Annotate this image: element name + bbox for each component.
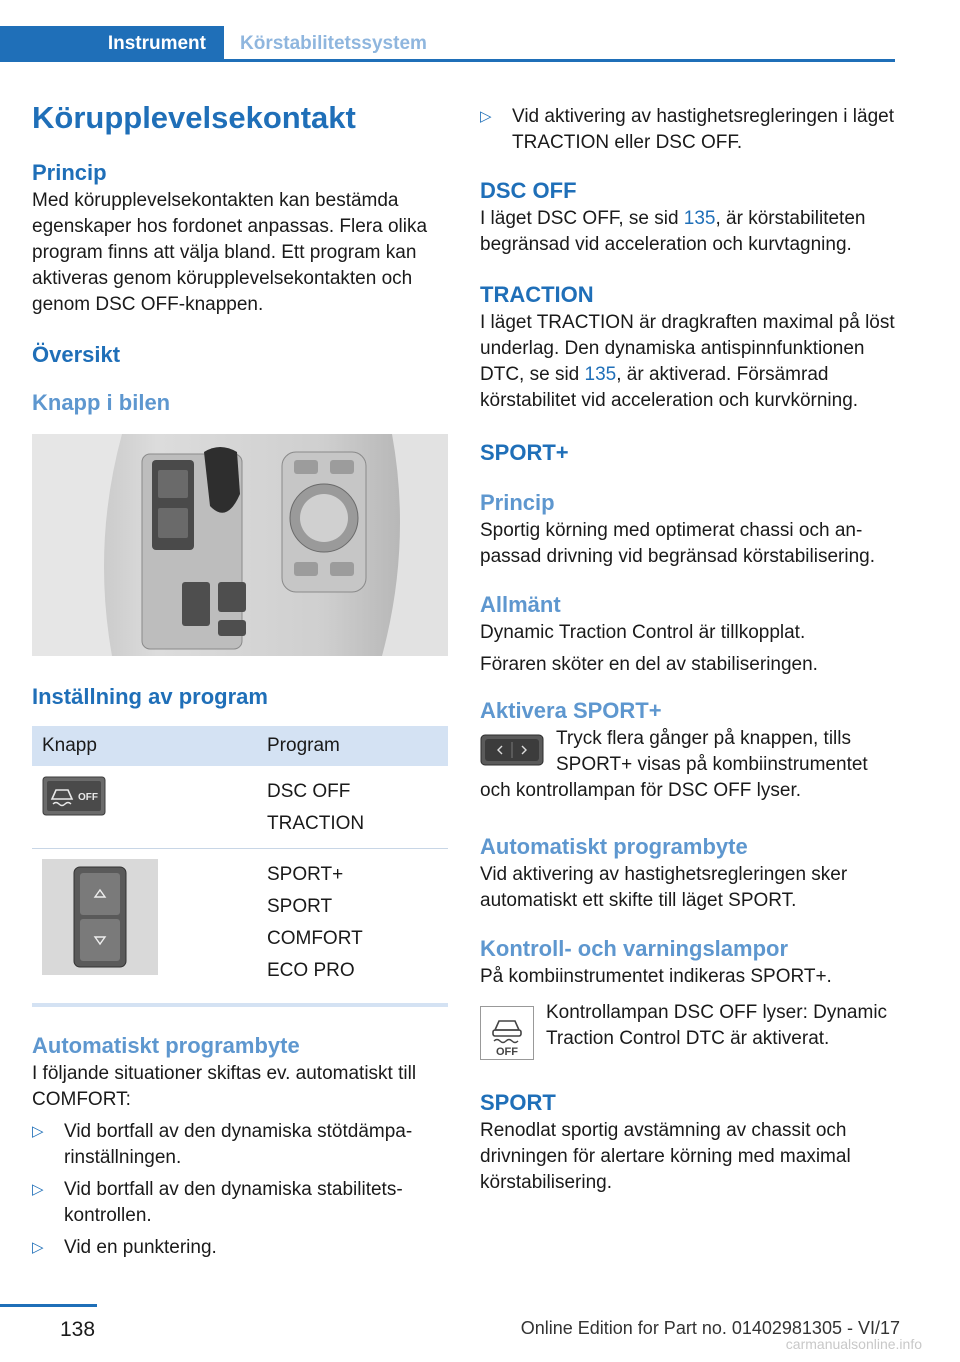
- auto-programbyte-right-text: Vid aktivering av hastighetsregleringen sker automatiskt ett skifte till läget SPORT.: [480, 864, 848, 911]
- knapp-heading: Knapp i bilen: [32, 390, 171, 415]
- list-item: ▷ Vid bortfall av den dynamiska stötdämparinställningen.: [32, 1121, 413, 1168]
- triangle-bullet-icon: ▷: [32, 1123, 44, 1140]
- allmant-heading: Allmänt: [480, 592, 561, 617]
- table-header-knapp: Knapp: [32, 726, 257, 766]
- svg-text:OFF: OFF: [78, 792, 98, 803]
- dsc-off-text: I läget DSC OFF, se sid 135, är körstabiliteten begränsad vid acceleration och kurvtagning.: [480, 208, 866, 255]
- sport-plus-heading: SPORT+: [480, 440, 569, 465]
- svg-text:OFF: OFF: [496, 1046, 518, 1058]
- kontroll-text: På kombiinstrumentet indikeras SPORT+.: [480, 966, 832, 987]
- right-column: [480, 104, 895, 1196]
- table-row: [32, 766, 448, 849]
- tab-instrument[interactable]: Instrument: [0, 26, 224, 62]
- triangle-bullet-icon: ▷: [32, 1181, 44, 1198]
- mode-rocker-switch-icon: [42, 859, 158, 975]
- program-sport: SPORT: [267, 896, 333, 917]
- dsc-off-button-cell: [32, 766, 257, 849]
- allmant-text-2: Föraren sköter en del av stabiliseringen.: [480, 654, 818, 675]
- auto-programbyte-text: I följande situationer skiftas ev. automatiskt till COMFORT:: [32, 1063, 417, 1110]
- program-traction: TRACTION: [267, 813, 365, 834]
- auto-programbyte-right-heading: Automatiskt programbyte: [480, 834, 748, 859]
- tab-korstabilitetssystem[interactable]: Körstabilitetssystem: [240, 33, 427, 54]
- table-header-program: Program: [257, 726, 448, 766]
- program-table: [32, 726, 448, 995]
- list-item: ▷ Vid en punktering.: [32, 1235, 448, 1261]
- left-column: [32, 96, 448, 1267]
- program-eco-pro: ECO PRO: [267, 960, 355, 981]
- table-row: [32, 849, 448, 996]
- auto-programbyte-list: [32, 1119, 448, 1261]
- page-header: [0, 0, 960, 62]
- indicator-lamp-block: [480, 1000, 895, 1058]
- program-dsc-off: DSC OFF: [267, 781, 351, 802]
- kontroll-heading: Kontroll- och varningslampor: [480, 936, 789, 961]
- triangle-bullet-icon: ▷: [480, 108, 492, 125]
- aktivera-heading: Aktivera SPORT+: [480, 698, 662, 723]
- princip-heading: Princip: [32, 160, 107, 185]
- dsc-off-lamp-icon: [480, 1006, 534, 1060]
- auto-programbyte-heading: Automatiskt programbyte: [32, 1033, 300, 1058]
- program-comfort: COMFORT: [267, 928, 363, 949]
- watermark: carmanualsonline.info: [785, 1336, 922, 1352]
- mode-rocker-cell: [32, 849, 257, 996]
- program-sport-plus: SPORT+: [267, 864, 344, 885]
- page-number: 138: [60, 1318, 96, 1341]
- center-console-photo: [32, 434, 448, 656]
- traction-heading: TRACTION: [480, 282, 594, 307]
- footer-rule: [0, 1304, 97, 1307]
- page-link-135[interactable]: 135: [683, 208, 716, 229]
- dsc-off-heading: DSC OFF: [480, 178, 577, 203]
- rocker-button-icon: [480, 734, 544, 766]
- header-rule: [0, 59, 895, 62]
- allmant-text-1: Dynamic Traction Control är tillkopplat.: [480, 622, 806, 643]
- lamp-text: Kontrollampan DSC OFF lyser: Dynamic Traction Control DTC är aktiverat.: [546, 1002, 888, 1049]
- sport-heading: SPORT: [480, 1090, 556, 1115]
- list-item: ▷ Vid aktivering av hastighetsregleringen i läget TRACTION eller DSC OFF.: [480, 106, 894, 153]
- oversikt-heading: Översikt: [32, 342, 121, 367]
- traction-bullet-list: [480, 104, 895, 156]
- sport-plus-princip-text: Sportig körning med optimerat chassi och anpassad drivning vid begränsad körstabilisering.: [480, 520, 876, 567]
- dsc-off-button-icon: [42, 776, 106, 816]
- page-link-135[interactable]: 135: [584, 364, 617, 385]
- aktivera-text: Tryck flera gånger på knappen, tills SPORT+ visas på kombiinstrumentet och kontrollampan för DSC OFF lyser.: [480, 728, 868, 801]
- traction-text: I läget TRACTION är dragkraften maximal på löst underlag. Den dynamiska antispinnfunktionen DTC, se sid 135, är aktiverad. Försämrad körstabilitet vid acceleration och kurvkörning.: [480, 312, 895, 411]
- page-title: Körupplevelsekontakt: [32, 100, 356, 135]
- sport-plus-princip-heading: Princip: [480, 490, 555, 515]
- aktivera-block: [480, 726, 895, 804]
- princip-text: Med körupplevelsekontakten kan bestämda egenskaper hos fordonet anpassas. Flera olika program finns att välja bland. Ett program kan aktiveras genom körupplevelsekontakten och genom DSC OFF-knappen.: [32, 190, 428, 315]
- installning-heading: Inställning av program: [32, 684, 268, 709]
- list-item: ▷ Vid bortfall av den dynamiska stabilitetskontrollen.: [32, 1179, 403, 1226]
- triangle-bullet-icon: ▷: [32, 1239, 44, 1256]
- sport-text: Renodlat sportig avstämning av chassit och drivningen för alertare körning med maximal körstabilisering.: [480, 1120, 851, 1193]
- edition-text: Online Edition for Part no. 01402981305 - VI/17: [520, 1318, 900, 1338]
